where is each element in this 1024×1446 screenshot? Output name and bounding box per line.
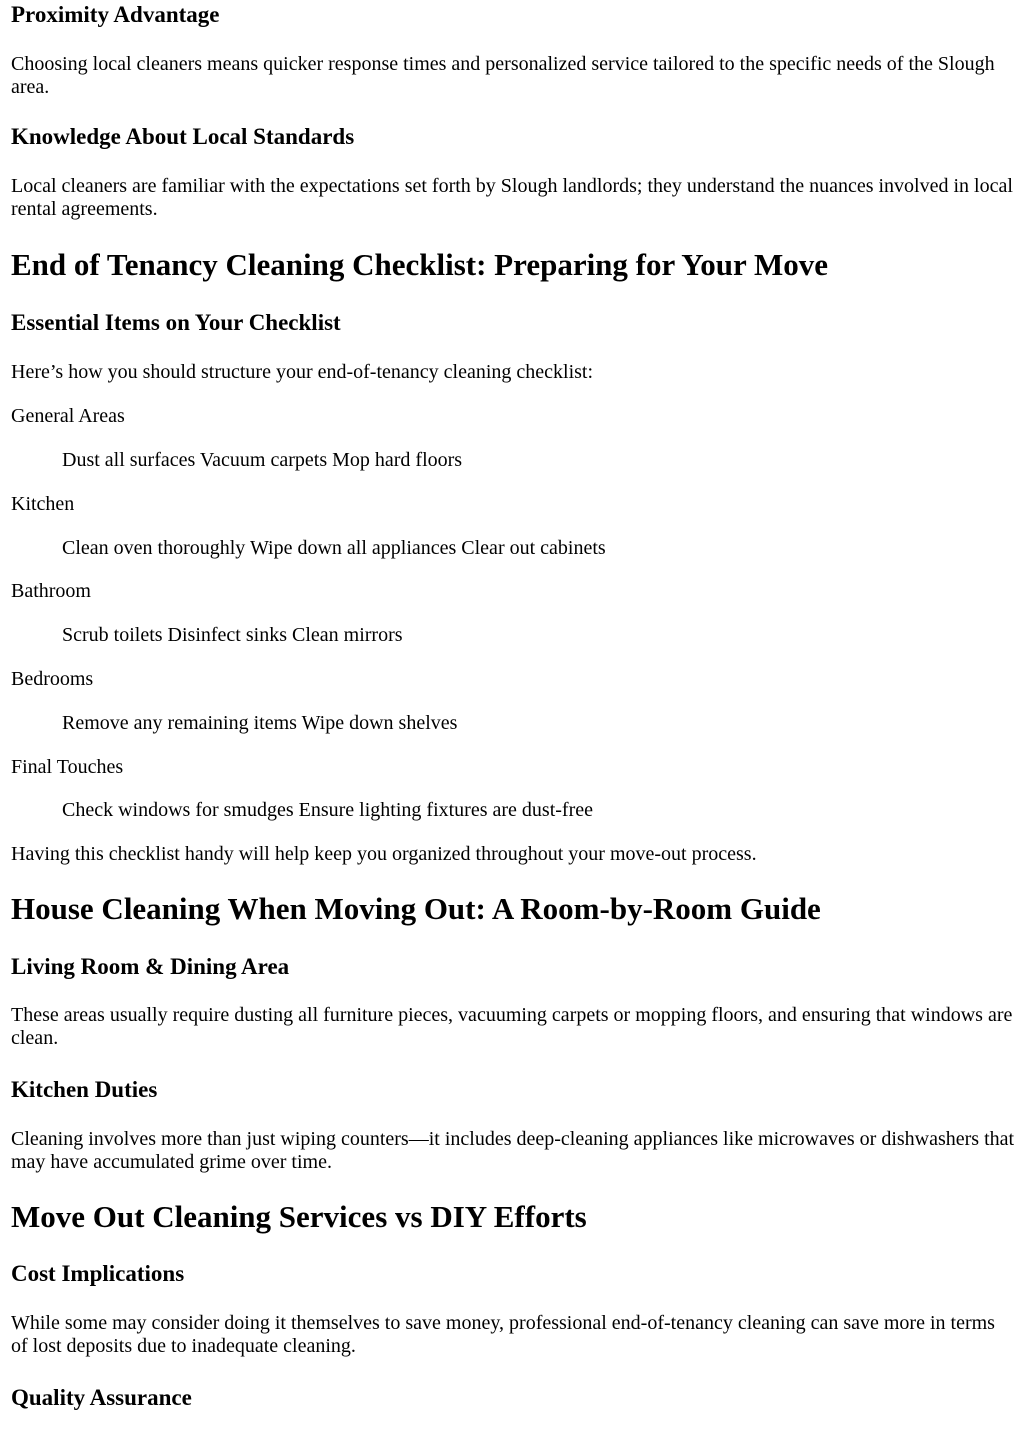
checklist-group-label: Final Touches [11, 756, 124, 778]
heading-proximity-advantage: Proximity Advantage [11, 2, 220, 27]
heading-services-vs-diy: Move Out Cleaning Services vs DIY Efforts [11, 1199, 587, 1234]
checklist-group-label: Kitchen [11, 493, 75, 515]
heading-kitchen-duties: Kitchen Duties [11, 1077, 158, 1102]
checklist-group-label: Bedrooms [11, 668, 94, 690]
heading-checklist: End of Tenancy Cleaning Checklist: Preparing for Your Move [11, 247, 828, 282]
heading-quality-assurance: Quality Assurance [11, 1385, 192, 1410]
checklist-group-label: General Areas [11, 405, 125, 427]
checklist-group-items: Remove any remaining items Wipe down shelves [62, 712, 458, 734]
checklist-group-items: Check windows for smudges Ensure lighting fixtures are dust-free [62, 799, 593, 821]
paragraph-living-dining: These areas usually require dusting all furniture pieces, vacuuming carpets or mopping floors, and ensuring that windows are clean. [11, 1004, 1013, 1049]
heading-living-dining: Living Room & Dining Area [11, 954, 290, 979]
checklist-group-items: Dust all surfaces Vacuum carpets Mop hard floors [62, 449, 463, 471]
paragraph-checklist-outro: Having this checklist handy will help keep you organized throughout your move-out process. [11, 843, 757, 865]
checklist-group-items: Clean oven thoroughly Wipe down all appliances Clear out cabinets [62, 537, 606, 559]
subheading-checklist-items: Essential Items on Your Checklist [11, 310, 341, 335]
heading-cost-implications: Cost Implications [11, 1261, 185, 1286]
paragraph-kitchen-duties: Cleaning involves more than just wiping counters—it includes deep-cleaning appliances like microwaves or dishwashers that may have accumulated grime over time. [11, 1128, 1015, 1173]
paragraph-cost-implications: While some may consider doing it themselves to save money, professional end-of-tenancy cleaning can save more in terms of lost deposits due to inadequate cleaning. [11, 1312, 995, 1357]
paragraph-local-standards: Local cleaners are familiar with the expectations set forth by Slough landlords; they understand the nuances involved in local rental agreements. [11, 175, 1013, 220]
heading-local-standards: Knowledge About Local Standards [11, 124, 355, 149]
checklist-group-label: Bathroom [11, 580, 91, 602]
heading-room-guide: House Cleaning When Moving Out: A Room-by-Room Guide [11, 891, 821, 926]
paragraph-checklist-intro: Here’s how you should structure your end-of-tenancy cleaning checklist: [11, 361, 594, 383]
checklist-group-items: Scrub toilets Disinfect sinks Clean mirrors [62, 624, 403, 646]
paragraph-proximity-advantage: Choosing local cleaners means quicker response times and personalized service tailored to the specific needs of the Slough area. [11, 53, 995, 98]
